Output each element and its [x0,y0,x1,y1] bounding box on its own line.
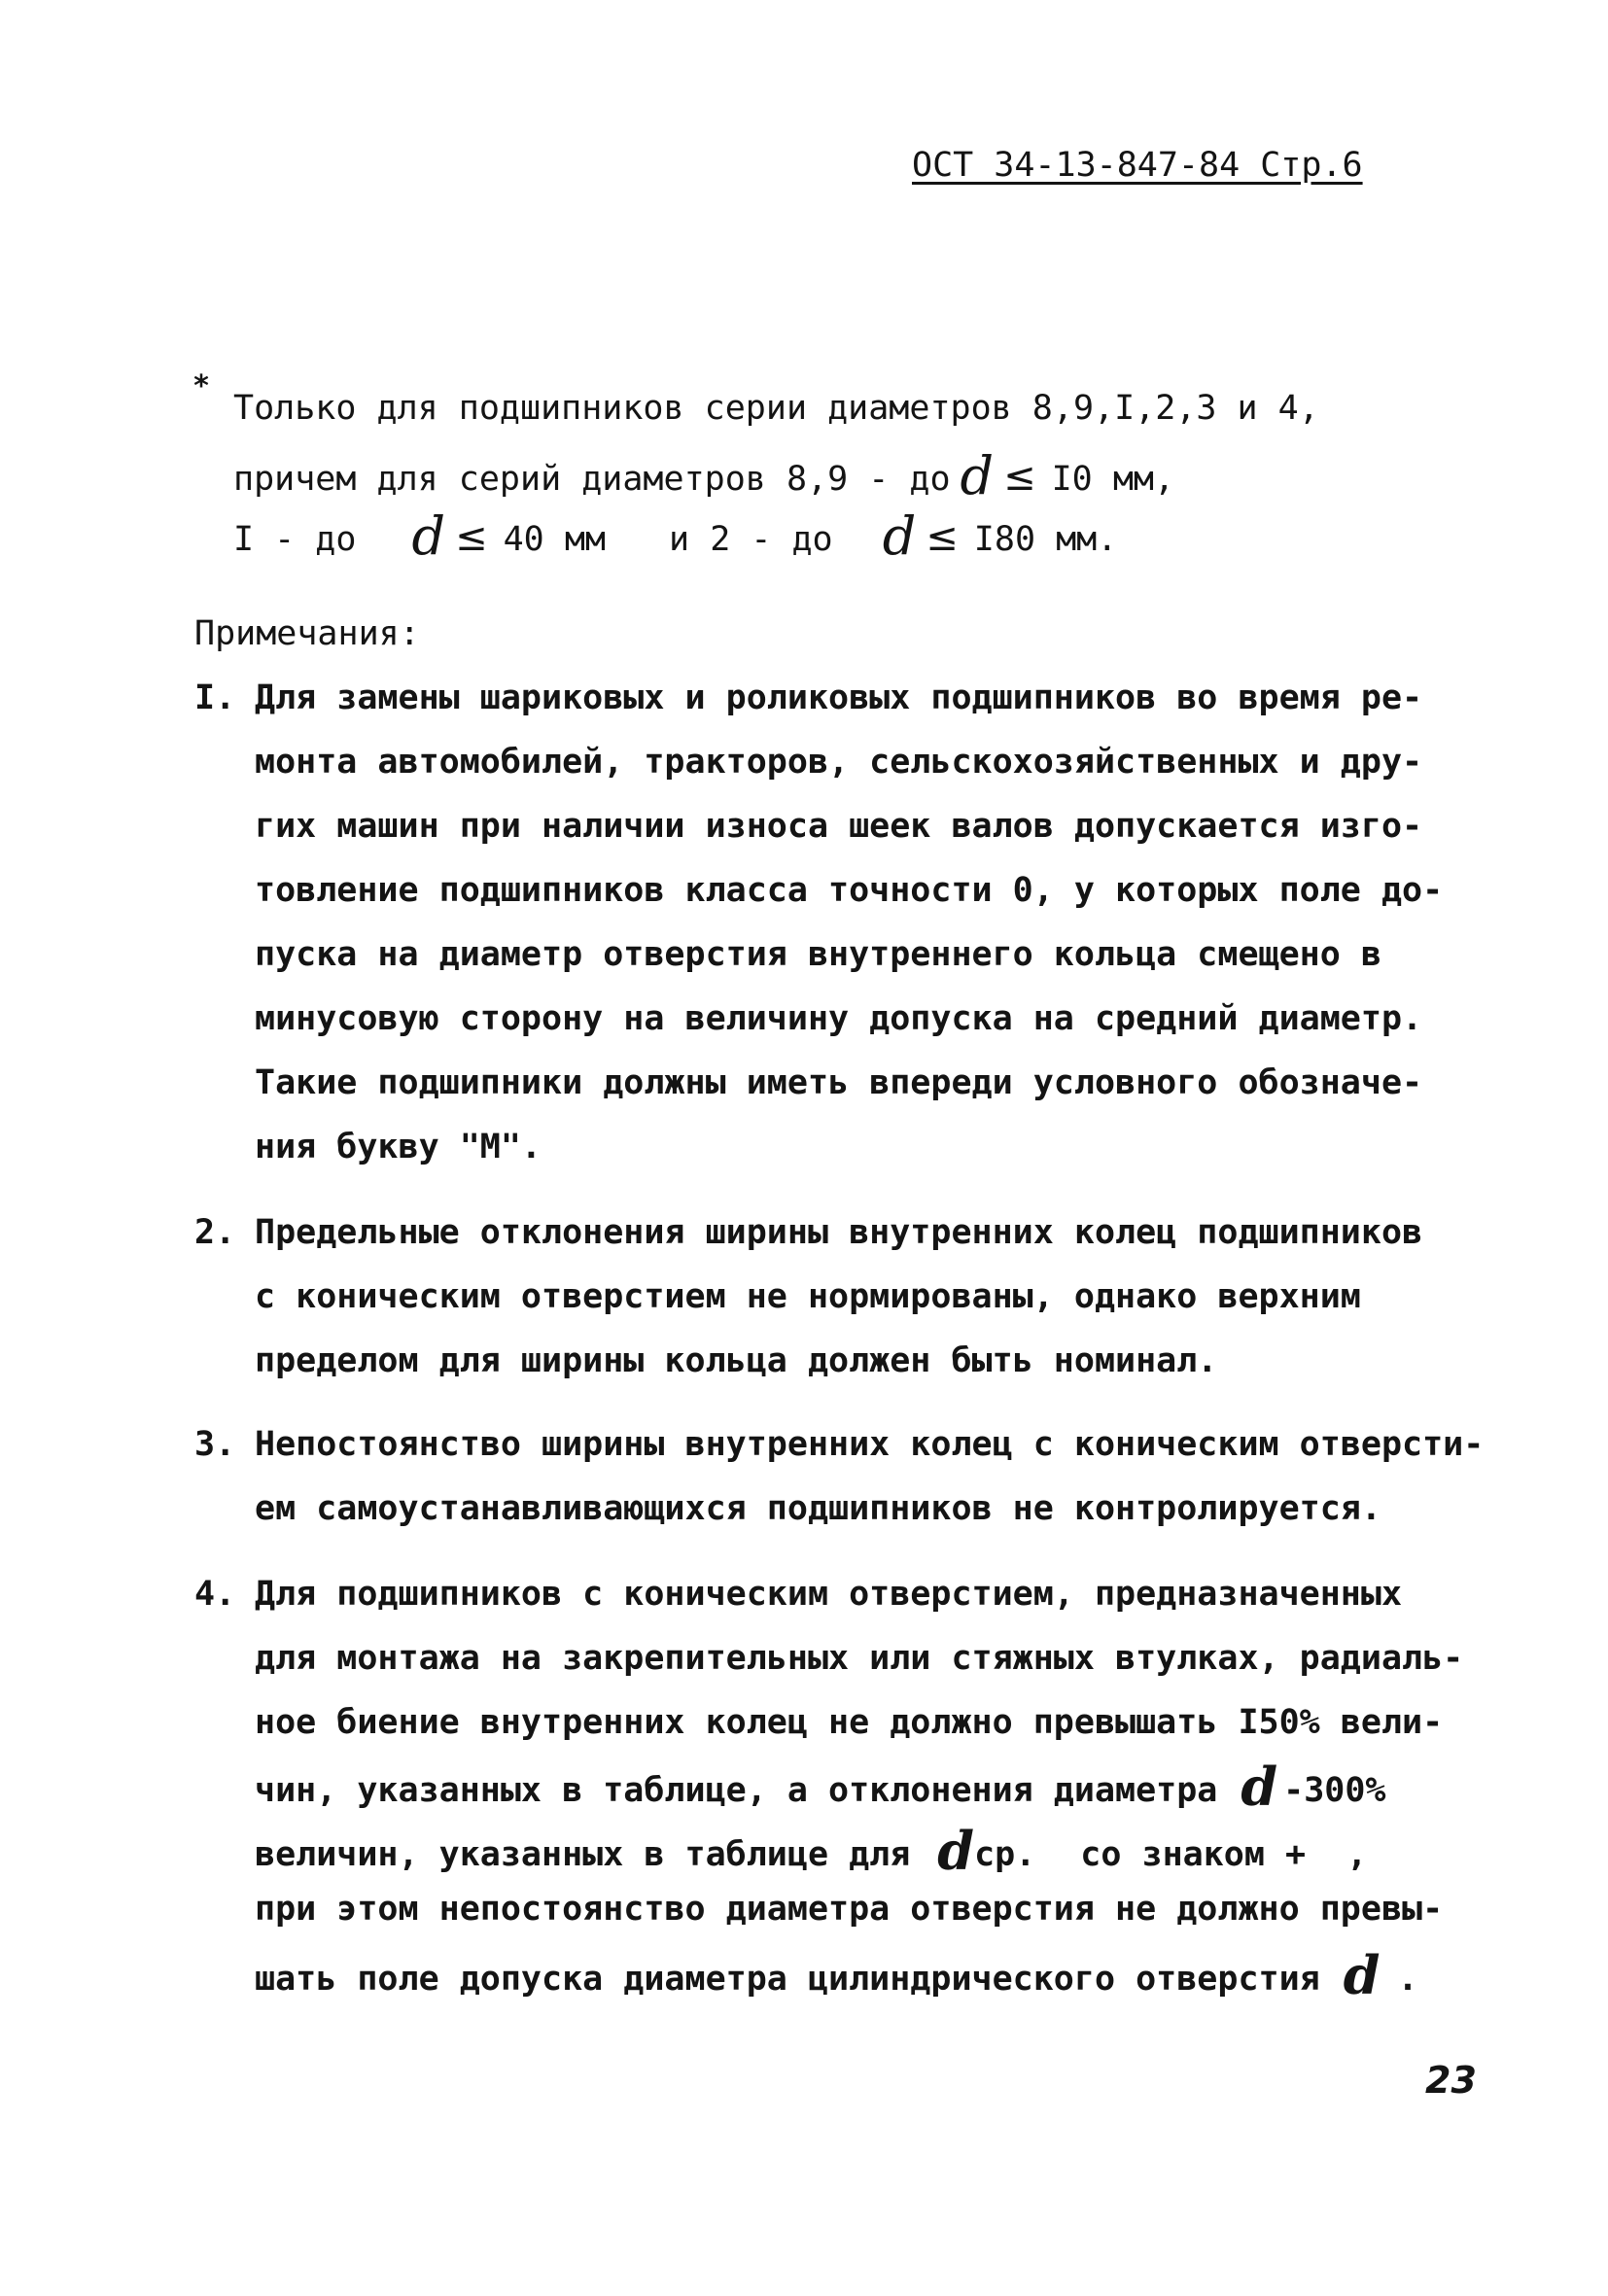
d-symbol: d [882,505,917,567]
note-4-line-5-suffix: со знаком + , [1080,1835,1368,1874]
notes-heading: Примечания: [194,614,420,653]
footnote-line-3-part-3: и 2 - до [669,520,833,559]
note-1-line: товление подшипников класса точности 0, у которых поле до- [255,871,1444,910]
note-1-line: ния букву "М". [255,1128,542,1166]
leq-symbol: ≤ [1003,455,1036,500]
footnote-line-1: Только для подшипников серии диаметров 8,9,I,2,3 и 4, [233,389,1319,428]
d-symbol: d [960,445,995,506]
note-number: 4. [194,1575,236,1614]
note-4-line: для монтажа на закрепительных или стяжных втулках, радиаль- [255,1639,1464,1678]
note-1-line: Такие подшипники должны иметь впереди условного обозначе- [255,1063,1423,1102]
note-4-line-7 [255,1944,1418,2006]
note-2-line: с коническим отверстием не нормированы, однако верхним [255,1277,1361,1316]
leq-symbol: ≤ [926,515,959,560]
note-4-line: при этом непостоянство диаметра отверстия не должно превы- [255,1890,1444,1929]
footnote-line-3 [233,505,1117,567]
leq-symbol: ≤ [455,515,488,560]
note-1-line: пуска на диаметр отверстия внутреннего кольца смещено в [255,935,1381,974]
note-1-line: Для замены шариковых и роликовых подшипников во время ре- [255,678,1423,717]
footnote-line-2-prefix: причем для серий диаметров 8,9 - до [233,460,951,499]
note-4-line-7-prefix: шать поле допуска диаметра цилиндрического отверстия [255,1960,1320,1999]
note-2-line: Предельные отклонения ширины внутренних колец подшипников [255,1213,1423,1252]
document-reference: ОСТ 34-13-847-84 Стр.6 [912,146,1363,185]
d-symbol: d [1343,1944,1381,2006]
note-2-line: пределом для ширины кольца должен быть номинал. [255,1341,1218,1380]
footnote-line-3-part-2: 40 мм [503,520,606,559]
note-4-line-5-prefix: величин, указанных в таблице для [255,1835,911,1874]
note-4-line: Для подшипников с коническим отверстием, предназначенных [255,1575,1403,1614]
d-symbol: d [937,1820,975,1882]
note-1-line: монта автомобилей, тракторов, сельскохозяйственных и дру- [255,743,1423,782]
d-symbol: d [411,505,446,567]
note-3-line: Непостоянство ширины внутренних колец с коническим отверсти- [255,1425,1485,1464]
note-1-line: гих машин при наличии износа шеек валов допускается изго- [255,807,1423,846]
note-4-line-4-suffix: -300% [1283,1771,1386,1810]
note-number: I. [194,678,236,717]
note-3-line: ем самоустанавливающихся подшипников не контролируется. [255,1489,1381,1528]
note-4-line: ное биение внутренних колец не должно превышать I50% вели- [255,1703,1444,1742]
note-4-line-5-sub: ср. [974,1835,1036,1874]
note-4-line-4 [255,1756,1386,1818]
footnote-line-2 [233,445,1174,506]
footnote-line-3-part-4: I80 мм. [973,520,1118,559]
note-1-line: минусовую сторону на величину допуска на средний диаметр. [255,999,1423,1038]
note-4-line-5 [255,1820,1367,1882]
note-number: 2. [194,1213,236,1252]
note-4-line-4-prefix: чин, указанных в таблице, а отклонения диаметра [255,1771,1218,1810]
footnote-line-2-suffix: I0 мм, [1051,460,1175,499]
footnote-marker: * [192,369,211,403]
footnote-line-3-part-1: I - до [233,520,357,559]
page-number: 23 [1425,2059,1477,2102]
d-symbol: d [1241,1756,1278,1818]
note-number: 3. [194,1425,236,1464]
note-4-line-7-suffix: . [1397,1960,1418,1999]
